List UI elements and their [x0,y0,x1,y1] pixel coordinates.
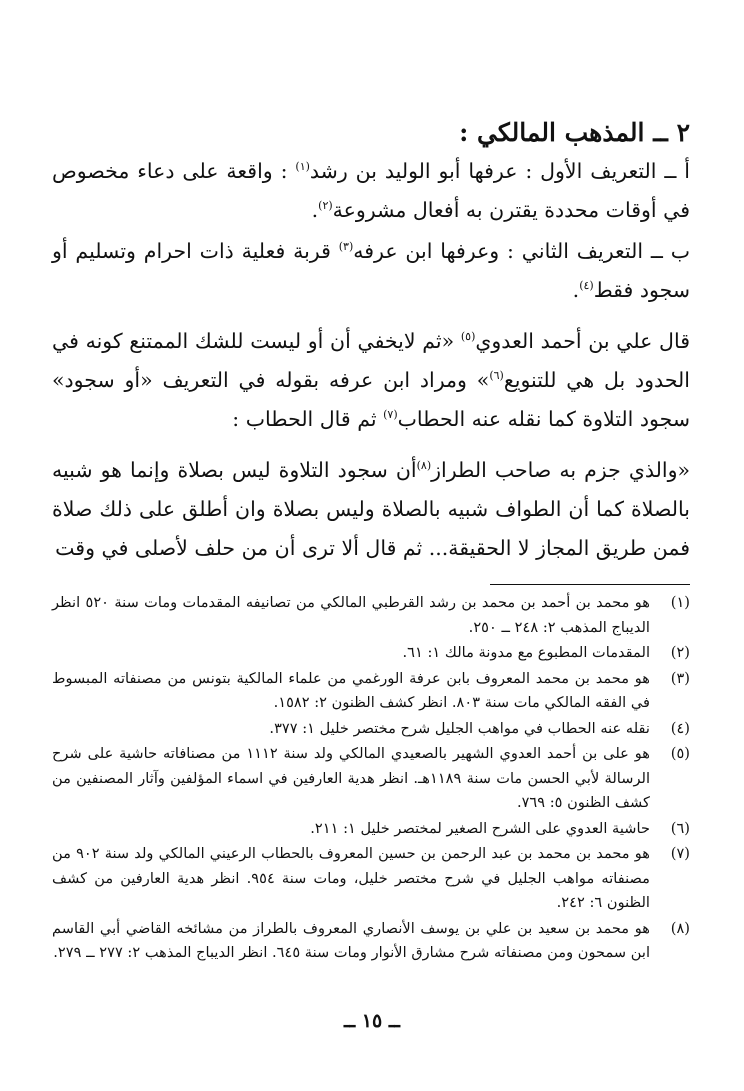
footnote-number: (٥) [670,745,690,762]
footnote-number: (٣) [670,669,690,687]
footnote-ref[interactable]: (٣) [338,240,354,254]
footnote-item [52,842,690,916]
footnote-ref[interactable]: (٤) [579,279,594,293]
footnote-text: حاشية العدوي على الشرح الصغير لمختصر خليل ١: ٢١١. [310,819,650,837]
section-heading: ٢ ــ المذهب المالكي : [459,118,690,147]
footnote-item [52,717,690,742]
footnote-ref[interactable]: (٥) [460,330,476,344]
text-run: ب ــ التعريف الثاني : وعرفها ابن عرفه [353,239,690,263]
page-number: ــ ١٥ ــ [344,1010,400,1032]
footnote-item [52,917,690,966]
footnote-item [52,742,690,816]
footnote-ref[interactable]: (١) [295,160,310,174]
footnote-item [52,641,690,666]
footnote-text: هو محمد بن محمد بن عبد الرحمن بن حسين المعروف بالحطاب الرعيني المالكي ولد سنة ٩٠٢ من مصنفاته مواهب الجليل في شرح مختصر خليل، ومات سنة ٩٥٤. انظر هدية العارفين من كشف الظنون ٦: ٢٤٢. [52,845,651,911]
footnote-text: نقله عنه الحطاب في مواهب الجليل شرح مختصر خليل ١: ٣٧٧. [269,719,650,737]
text-run: : واقعة على دعاء مخصوص في أوقات محددة يقترن به أفعال مشروعة [52,159,690,222]
footnote-item [52,817,690,842]
text-run: قال علي بن أحمد العدوي [475,329,690,353]
footnote-ref[interactable]: (٢) [318,199,333,213]
footnote-number: (٤) [670,719,690,737]
text-run: قربة فعلية ذات احرام وتسليم أو سجود فقط [52,239,690,302]
footnote-ref[interactable]: (٦) [489,369,504,383]
footnote-text: هو محمد بن سعيد بن علي بن يوسف الأنصاري المعروف بالطراز من مشائخه القاضي أبي القاسم ابن سمحون ومن مصنفاته شرح مشارق الأنوار ومات سنة ٦٤٥. انظر الديباج المذهب ٢: ٢٧٧ ــ ٢٧٩. [52,919,650,961]
footnote-text: المقدمات المطبوع مع مدونة مالك ١: ٦١. [402,644,650,661]
footnote-number: (٧) [670,845,690,862]
paragraph-definition-one [52,152,690,230]
text-run: أن سجود التلاوة ليس بصلاة وإنما هو شبيه بالصلاة كما أن الطواف شبيه بالصلاة وليس بصلاة وان أطلق على ذلك صلاة فمن طريق المجاز لا الحقيقة... ثم قال ألا ترى أن من حلف لأصلى في وقت [52,458,690,560]
footnote-number: (٦) [670,819,690,837]
footnote-number: (٨) [670,919,690,937]
footnote-text: هو على بن أحمد العدوي الشهير بالصعيدي المالكي ولد سنة ١١١٢ من مصنافاته حاشية على شرح الرسالة لأبي الحسن مات سنة ١١٨٩هـ. انظر هدية العارفين في اسماء المؤلفين وآثار المصنفين من كشف الظنون ٥: ٧٦٩. [52,745,651,811]
footnote-item [52,667,690,716]
footnote-separator [490,584,690,585]
text-run: أ ــ التعريف الأول : عرفها أبو الوليد بن رشد [309,159,690,183]
paragraph-hattab-quote [52,451,690,568]
footnote-ref[interactable]: (٧) [383,408,398,422]
text-run: . [572,278,580,302]
footnote-item [52,591,690,640]
text-run: «والذي جزم به صاحب الطراز [431,458,691,482]
footnote-number: (٢) [670,644,690,661]
footnote-text: هو محمد بن محمد المعروف بابن عرفة الورغمي من علماء المالكية بتونس من مصنفاته المبسوط في الفقه المالكي مات سنة ٨٠٣. انظر كشف الظنون ٢: ١٥٨٢. [52,669,650,711]
footnote-ref[interactable]: (٨) [416,459,432,473]
body-text [52,152,690,568]
footnote-number: (١) [670,594,690,611]
footnote-text: هو محمد بن أحمد بن محمد بن رشد القرطبي المالكي من تصانيفه المقدمات ومات سنة ٥٢٠ انظر الديباج المذهب ٢: ٢٤٨ ــ ٢٥٠. [52,594,650,636]
text-run: «ثم لايخفي أن أو ليست للشك الممتنع كونه في الحدود بل هي للتنويع [52,329,690,392]
text-run: ثم قال الحطاب : [232,407,384,431]
footnotes [52,591,690,966]
paragraph-adawi-quote [52,322,690,439]
text-run: . [311,198,319,222]
text-run: » ومراد ابن عرفه بقوله في التعريف «أو سجود» سجود التلاوة كما نقله عنه الحطاب [52,368,690,431]
paragraph-definition-two [52,232,690,310]
